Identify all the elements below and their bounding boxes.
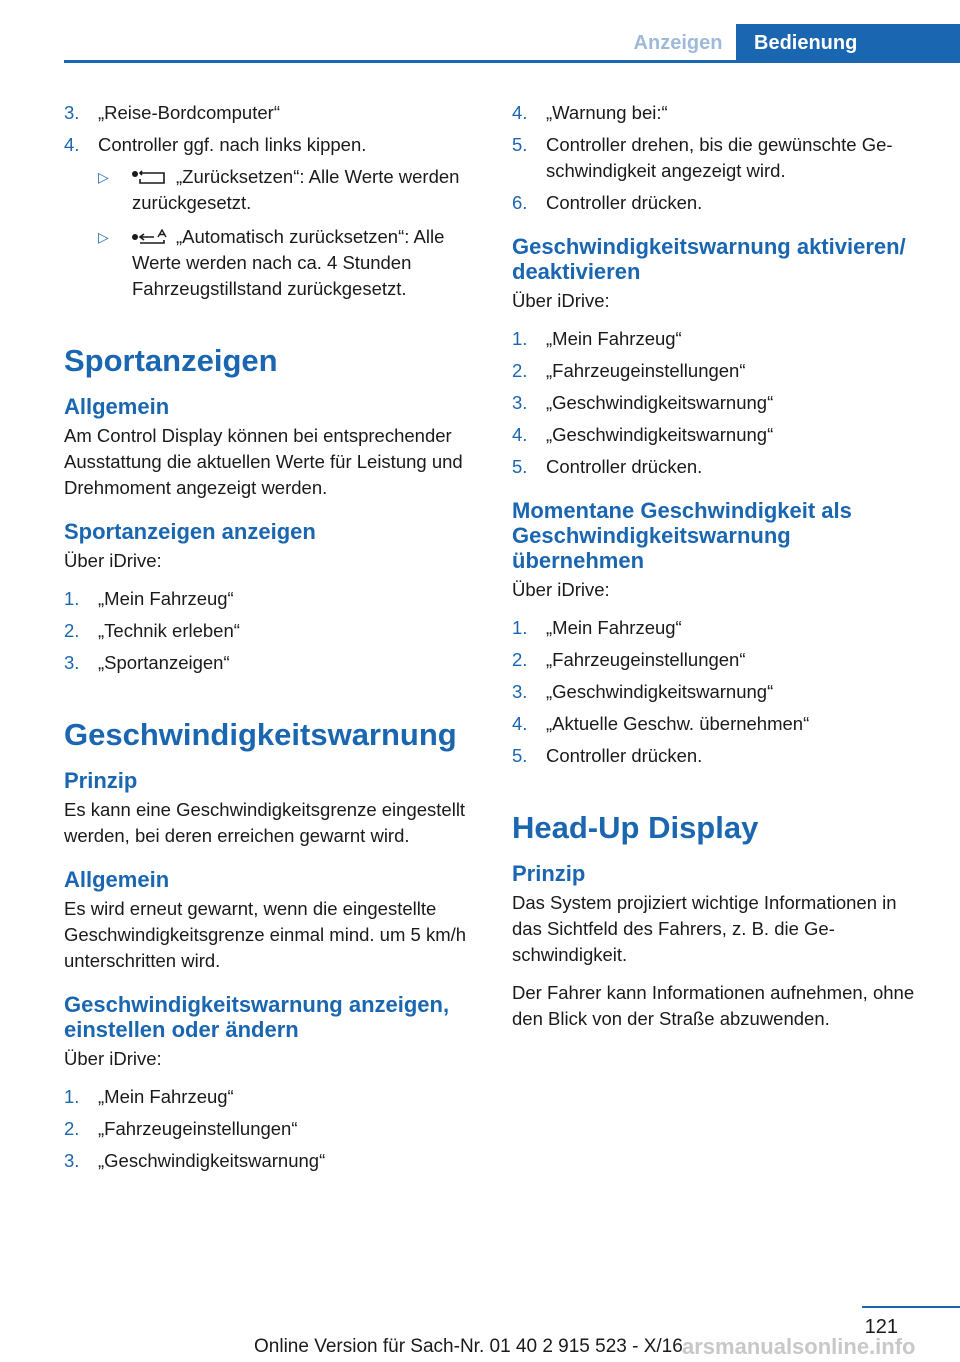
list-number: 3. bbox=[64, 652, 80, 673]
list-item bbox=[512, 422, 922, 448]
list-text: „Mein Fahrzeug“ bbox=[546, 328, 682, 349]
heading-head-up-display: Head-Up Display bbox=[512, 810, 759, 845]
list-number: 2. bbox=[64, 620, 80, 641]
list-text: Controller drücken. bbox=[546, 745, 703, 766]
paragraph: Das System projiziert wichtige Informationen in das Sichtfeld des Fahrers, z. B. die Geschwindigkeit. bbox=[512, 892, 897, 965]
list-text: „Geschwindigkeitswarnung“ bbox=[546, 424, 774, 445]
sub-item-text: „Automatisch zurücksetzen“: Alle Werte werden nach ca. 4 Stunden Fahrzeugstillstand zurückgesetzt. bbox=[132, 226, 445, 299]
heading-geschwindigkeitswarnung: Geschwindigkeitswarnung bbox=[64, 717, 457, 752]
list-text: Controller drücken. bbox=[546, 456, 703, 477]
list-text: „Sportanzeigen“ bbox=[98, 652, 230, 673]
paragraph: Über iDrive: bbox=[512, 579, 610, 600]
list-number: 4. bbox=[64, 134, 80, 155]
list-text: „Fahrzeugeinstellungen“ bbox=[546, 360, 746, 381]
tab-bedienung: Bedienung bbox=[736, 24, 960, 62]
list-text: „Geschwindigkeitswarnung“ bbox=[546, 392, 774, 413]
list-item bbox=[512, 679, 922, 705]
right-column bbox=[512, 100, 922, 1044]
list-number: 2. bbox=[512, 649, 528, 670]
list-text: „Geschwindigkeitswarnung“ bbox=[546, 681, 774, 702]
list-item bbox=[512, 743, 922, 769]
heading-prinzip: Prinzip bbox=[64, 768, 138, 793]
list-number: 4. bbox=[512, 102, 528, 123]
auto-reset-icon bbox=[132, 229, 168, 247]
list-text: „Technik erleben“ bbox=[98, 620, 240, 641]
list-text: „Warnung bei:“ bbox=[546, 102, 668, 123]
heading-sportanzeigen-anzeigen: Sportanzeigen anzeigen bbox=[64, 519, 316, 544]
list-text: Controller drücken. bbox=[546, 192, 703, 213]
list-item bbox=[512, 615, 922, 641]
list-item bbox=[512, 132, 922, 184]
paragraph: Über iDrive: bbox=[64, 550, 162, 571]
list-number: 5. bbox=[512, 745, 528, 766]
paragraph: Es kann eine Geschwindigkeitsgrenze eingestellt werden, bei deren erreichen gewarnt wird. bbox=[64, 799, 466, 846]
list-number: 3. bbox=[512, 392, 528, 413]
paragraph: Es wird erneut gewarnt, wenn die eingestellte Geschwindigkeitsgrenze einmal mind. um 5 km/h unterschritten wird. bbox=[64, 898, 467, 971]
heading-allgemein: Allgemein bbox=[64, 394, 170, 419]
list-item bbox=[512, 190, 922, 216]
list-number: 5. bbox=[512, 134, 528, 155]
sub-item-auto-reset bbox=[98, 224, 469, 302]
list-item bbox=[512, 647, 922, 673]
list-item bbox=[512, 711, 922, 737]
paragraph: Der Fahrer kann Informationen aufnehmen, ohne den Blick von der Straße abzuwenden. bbox=[512, 982, 915, 1029]
list-number: 4. bbox=[512, 713, 528, 734]
page-number: 121 bbox=[864, 1316, 898, 1338]
list-number: 3. bbox=[64, 1150, 80, 1171]
heading-gw-anzeigen: Geschwindigkeitswarnung anzeigen, einstellen oder ändern bbox=[64, 992, 450, 1042]
list-number: 1. bbox=[512, 617, 528, 638]
list-number: 5. bbox=[512, 456, 528, 477]
list-item bbox=[512, 390, 922, 416]
left-column bbox=[64, 100, 469, 1180]
list-text: Controller ggf. nach links kippen. bbox=[98, 134, 367, 155]
list-item bbox=[64, 650, 469, 676]
header-rule bbox=[64, 60, 960, 63]
heading-prinzip: Prinzip bbox=[512, 861, 586, 886]
online-version-text: Online Version für Sach-Nr. 01 40 2 915 523 - X/16 bbox=[254, 1336, 683, 1357]
list-number: 2. bbox=[64, 1118, 80, 1139]
watermark: arsmanualsonline.info bbox=[682, 1334, 916, 1359]
paragraph: Über iDrive: bbox=[512, 290, 610, 311]
list-text: „Mein Fahrzeug“ bbox=[98, 588, 234, 609]
list-item bbox=[64, 1116, 469, 1142]
list-number: 1. bbox=[64, 588, 80, 609]
list-number: 2. bbox=[512, 360, 528, 381]
list-item bbox=[64, 586, 469, 612]
list-number: 6. bbox=[512, 192, 528, 213]
list-item bbox=[64, 1084, 469, 1110]
list-text: „Geschwindigkeitswarnung“ bbox=[98, 1150, 326, 1171]
list-text: „Reise-Bordcomputer“ bbox=[98, 102, 280, 123]
heading-sportanzeigen: Sportanzeigen bbox=[64, 343, 278, 378]
list-item bbox=[64, 132, 469, 158]
bullet-triangle-icon: ▷ bbox=[98, 169, 109, 185]
list-text: „Mein Fahrzeug“ bbox=[546, 617, 682, 638]
list-item bbox=[64, 618, 469, 644]
list-item bbox=[512, 326, 922, 352]
list-item bbox=[64, 1148, 469, 1174]
list-text: „Fahrzeugeinstellungen“ bbox=[546, 649, 746, 670]
tab-anzeigen: Anzeigen bbox=[633, 32, 723, 54]
list-number: 1. bbox=[512, 328, 528, 349]
list-number: 1. bbox=[64, 1086, 80, 1107]
list-item bbox=[512, 100, 922, 126]
list-item bbox=[512, 358, 922, 384]
list-number: 3. bbox=[512, 681, 528, 702]
list-item bbox=[512, 454, 922, 480]
footer-rule bbox=[862, 1306, 960, 1308]
list-number: 4. bbox=[512, 424, 528, 445]
reset-icon bbox=[132, 170, 168, 186]
heading-gw-aktivieren: Geschwindigkeitswarnung aktivieren/ deaktivieren bbox=[512, 234, 906, 284]
list-text: „Aktuelle Geschw. übernehmen“ bbox=[546, 713, 810, 734]
heading-allgemein: Allgemein bbox=[64, 867, 170, 892]
bullet-triangle-icon: ▷ bbox=[98, 229, 109, 245]
list-number: 3. bbox=[64, 102, 80, 123]
list-text: „Mein Fahrzeug“ bbox=[98, 1086, 234, 1107]
list-item bbox=[64, 100, 469, 126]
paragraph: Über iDrive: bbox=[64, 1048, 162, 1069]
list-text: „Fahrzeugeinstellungen“ bbox=[98, 1118, 298, 1139]
heading-momentane-geschwindigkeit: Momentane Geschwindigkeit als Geschwindigkeitswarnung übernehmen bbox=[512, 498, 852, 573]
paragraph: Am Control Display können bei entsprechender Ausstattung die aktuellen Werte für Leistung und Drehmoment angezeigt werden. bbox=[64, 425, 463, 498]
list-text: Controller drehen, bis die gewünschte Geschwindigkeit angezeigt wird. bbox=[546, 134, 893, 181]
sub-item-reset bbox=[98, 164, 469, 216]
sub-item-text: „Zurücksetzen“: Alle Werte werden zurückgesetzt. bbox=[132, 166, 460, 213]
